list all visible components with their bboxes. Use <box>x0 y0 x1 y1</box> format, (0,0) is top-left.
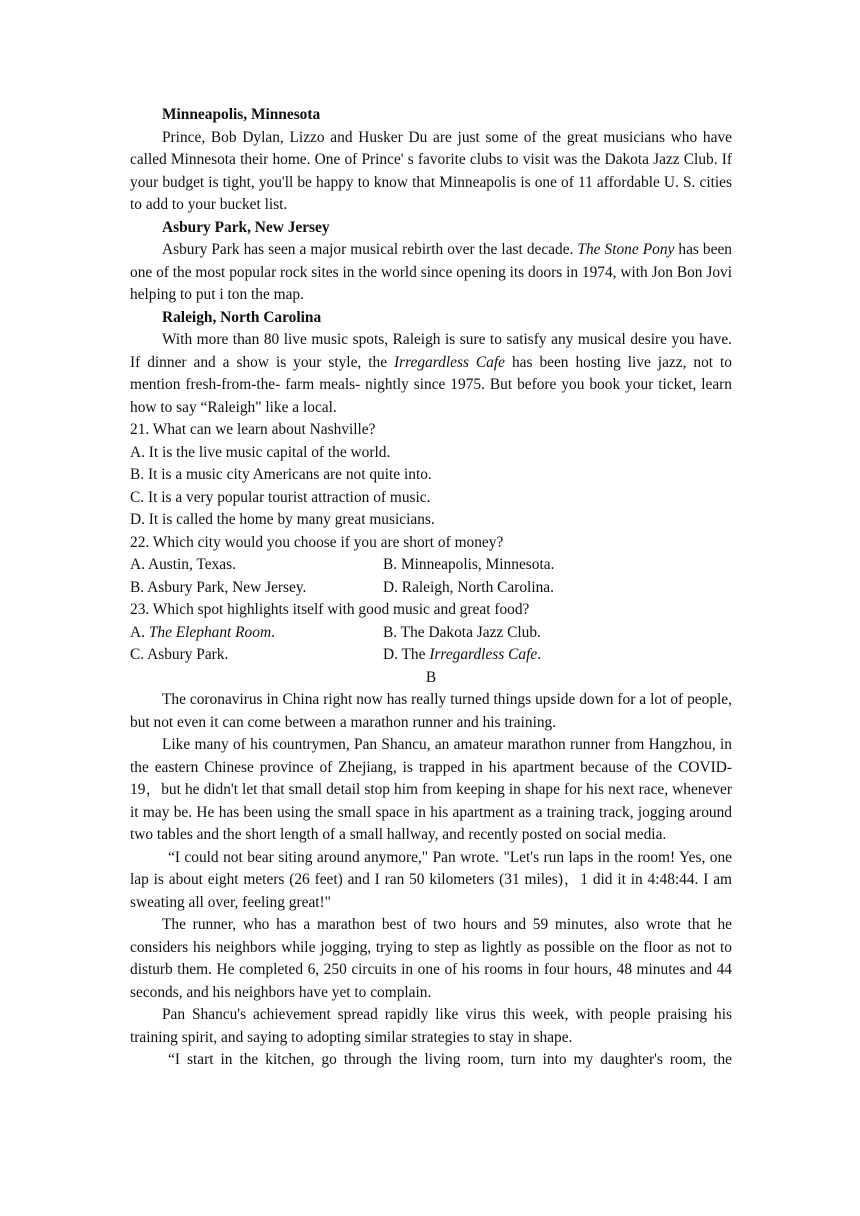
question-22-row-1 <box>130 554 732 577</box>
question-23-stem: 23. Which spot highlights itself with good music and great food? <box>130 601 530 618</box>
passage-b-paragraph-6: “I start in the kitchen, go through the living room, turn into my daughter's room, the <box>168 1051 732 1068</box>
question-22-row-2 <box>130 577 732 600</box>
question-23-option-d: D. The Irregardless Cafe. <box>383 646 542 663</box>
question-22-option-c: B. Asbury Park, New Jersey. <box>130 578 307 596</box>
passage-b-paragraph-2: Like many of his countrymen, Pan Shancu, an amateur marathon runner from Hangzhou, in the eastern Chinese province of Zhejiang, is trapped in his apartment because of the COVID-19，but he didn't let that small detail stop him from keeping in shape for his next race, whenever it may be. He has been using the small space in his apartment as a training track, jogging around two tables and the short length of a small hallway, and recently posted on social media. <box>130 736 732 843</box>
passage-b-label: B <box>425 668 437 686</box>
question-23-option-a: A. The Elephant Room. <box>130 623 275 641</box>
section-heading-raleigh: Raleigh, North Carolina <box>162 308 322 326</box>
passage-b-paragraph-3: “I could not bear siting around anymore," Pan wrote. "Let's run laps in the room! Yes, one lap is about eight meters (26 feet) and I ran 50 kilometers (31 miles)，1 did it in 4:48:44. I am sweating all over, feeling great!" <box>130 848 732 911</box>
question-23-row-2 <box>130 644 732 667</box>
question-21-option-d: D. It is called the home by many great musicians. <box>130 511 435 528</box>
passage-b-paragraph-4: The runner, who has a marathon best of two hours and 59 minutes, also wrote that he considers his neighbors while jogging, trying to step as lightly as possible on the floor as not to disturb them. He completed 6, 250 circuits in one of his rooms in four hours, 48 minutes and 44 seconds, and his neighbors have yet to complain. <box>130 916 732 1001</box>
question-21-option-c: C. It is a very popular tourist attraction of music. <box>130 488 431 506</box>
passage-b-paragraph-1: The coronavirus in China right now has really turned things upside down for a lot of people, but not even it can come between a marathon runner and his training. <box>130 691 732 731</box>
italic-irregardless-cafe: Irregardless Cafe <box>394 353 505 371</box>
italic-stone-pony: The Stone Pony <box>577 241 675 258</box>
question-22-option-a: A. Austin, Texas. <box>130 556 236 573</box>
passage-b-paragraph-5: Pan Shancu's achievement spread rapidly like virus this week, with people praising his training spirit, and saying to adopting similar strategies to stay in shape. <box>130 1006 732 1046</box>
section-text-raleigh: With more than 80 live music spots, Raleigh is sure to satisfy any musical desire you have. If dinner and a show is your style, the Irregardless Cafe has been hosting live jazz, not to mention fresh-from-the- farm meals- nightly since 1975. But before you book your ticket, learn how to say “Raleigh" like a local. <box>130 331 732 416</box>
section-text-minneapolis: Prince, Bob Dylan, Lizzo and Husker Du are just some of the great musicians who have called Minnesota their home. One of Prince' s favorite clubs to visit was the Dakota Jazz Club. If your budget is tight, you'll be happy to know that Minneapolis is one of 11 affordable U. S. cities to add to your bucket list. <box>130 128 732 213</box>
question-22-option-b: B. Minneapolis, Minnesota. <box>383 556 555 573</box>
section-text-asbury: Asbury Park has seen a major musical rebirth over the last decade. The Stone Pony has been one of the most popular rock sites in the world since opening its doors in 1974, with Jon Bon Jovi helping to put i ton the map. <box>130 241 732 303</box>
document-page <box>130 104 732 1072</box>
question-21-option-b: B. It is a music city Americans are not quite into. <box>130 466 432 483</box>
question-23-option-c: C. Asbury Park. <box>130 646 229 663</box>
question-23-option-b: B. The Dakota Jazz Club. <box>383 623 541 641</box>
section-heading-minneapolis: Minneapolis, Minnesota <box>162 106 321 123</box>
question-21-stem: 21. What can we learn about Nashville? <box>130 421 376 438</box>
question-22-option-d: D. Raleigh, North Carolina. <box>383 578 554 596</box>
question-23-row-1 <box>130 622 732 645</box>
question-21-option-a: A. It is the live music capital of the world. <box>130 443 391 461</box>
section-heading-asbury: Asbury Park, New Jersey <box>162 218 330 236</box>
question-22-stem: 22. Which city would you choose if you are short of money? <box>130 533 504 551</box>
